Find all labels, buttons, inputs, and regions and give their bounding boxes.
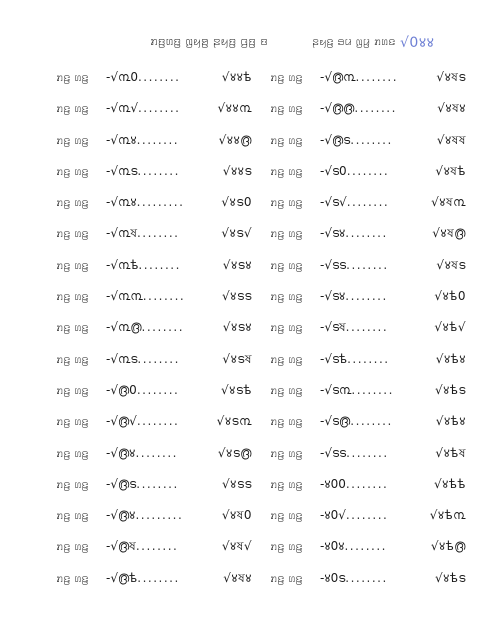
entry-page: √४ടട: [221, 289, 252, 304]
entry-number: -√ട४: [320, 226, 346, 241]
entry-page: √४४ѣ: [221, 70, 252, 84]
entry-leader: ........: [135, 445, 178, 460]
entry-number: -√൩൫: [106, 320, 142, 335]
entry-label: ꤊꤢ꤬ ꤛꤢ꤭: [270, 508, 303, 523]
index-entry: [56, 250, 252, 281]
entry-number: -√ടട: [320, 445, 347, 460]
index-entry: [56, 563, 252, 594]
entry-label: ꤊꤢ꤬ ꤛꤢ꤭: [270, 163, 303, 178]
entry-leader: ........: [347, 351, 390, 366]
entry-leader: ........: [345, 320, 389, 335]
entry-page: √४ѣ൫: [430, 539, 466, 554]
index-entry: [270, 563, 466, 594]
entry-page: √४ട४: [222, 257, 252, 272]
entry-label: ꤊꤢ꤬ ꤛꤢ꤭: [270, 476, 303, 491]
entry-number: -४0√: [320, 508, 346, 523]
entry-label: ꤊꤢ꤬ ꤛꤢ꤭: [270, 320, 303, 335]
entry-label: ꤊꤢ꤬ ꤛꤢ꤭: [56, 195, 89, 210]
entry-leader: ........: [351, 382, 394, 397]
entry-leader: ........: [355, 70, 399, 84]
entry-leader: ........: [345, 508, 389, 523]
entry-number: -√൩ട: [106, 163, 138, 178]
entry-page: √४ষ४: [223, 570, 252, 585]
entry-number: -४0४: [320, 539, 345, 554]
entry-label: ꤊꤢ꤬ ꤛꤢ꤭: [270, 382, 303, 397]
entry-page: √४ষ൫: [432, 226, 466, 241]
entry-label: ꤊꤢ꤬ ꤛꤢ꤭: [270, 414, 303, 429]
entry-leader: ........: [137, 101, 181, 116]
right-column: [270, 62, 466, 594]
entry-number: -√൫४: [106, 445, 136, 460]
entry-leader: ........: [136, 132, 180, 147]
entry-label: ꤊꤢ꤬ ꤛꤢ꤭: [56, 476, 89, 491]
entry-number: -√ടষ: [320, 320, 346, 335]
entry-number: -√൩0: [106, 70, 138, 84]
entry-page: √४ষষ: [436, 132, 466, 147]
entry-number: -√൫ѣ: [106, 570, 138, 585]
entry-leader: ........: [346, 445, 389, 460]
entry-number: -४0ട: [320, 570, 346, 585]
entry-page: √४ѣষ: [435, 445, 466, 460]
entry-page: √४ষ√: [221, 539, 252, 554]
entry-page: √४ѣട: [434, 382, 466, 397]
entry-page: √४ѣ४: [435, 351, 466, 366]
entry-leader: ........: [138, 257, 181, 272]
index-entry: [56, 312, 252, 343]
entry-page: √४ষ൩: [431, 195, 466, 210]
index-entry: [56, 438, 252, 469]
entry-page: √४ടѣ: [220, 382, 252, 397]
entry-leader: ........: [345, 289, 388, 304]
entry-leader: ........: [346, 195, 390, 210]
entry-label: ꤊꤢ꤬ ꤛꤢ꤭: [56, 101, 89, 116]
entry-number: -√൩ട: [106, 351, 138, 366]
index-entry: [56, 375, 252, 406]
entry-page: √४ട൫: [217, 445, 252, 460]
entry-number: -√൩ѣ: [106, 257, 139, 272]
index-entry: [56, 125, 252, 156]
entry-leader: ........: [136, 414, 180, 429]
entry-number: -√ട൩: [320, 382, 352, 397]
index-entry: [56, 500, 252, 531]
entry-label: ꤊꤢ꤬ ꤛꤢ꤭: [56, 163, 89, 178]
index-entry: [56, 218, 252, 249]
entry-page: √४ষട: [436, 70, 466, 84]
entry-label: ꤊꤢ꤬ ꤛꤢ꤭: [270, 570, 303, 585]
index-entry: [270, 344, 466, 375]
entry-label: ꤊꤢ꤬ ꤛꤢ꤭: [270, 226, 303, 241]
entry-label: ꤊꤢ꤬ ꤛꤢ꤭: [56, 445, 89, 460]
entry-label: ꤊꤢ꤬ ꤛꤢ꤭: [270, 539, 303, 554]
entry-label: ꤊꤢ꤬ ꤛꤢ꤭: [270, 445, 303, 460]
index-entry: [56, 156, 252, 187]
entry-label: ꤊꤢ꤬ ꤛꤢ꤭: [270, 195, 303, 210]
entry-page: √४ട0: [221, 195, 252, 210]
index-entry: [56, 62, 252, 93]
entry-leader: ........: [350, 414, 393, 429]
entry-label: ꤊꤢ꤬ ꤛꤢ꤭: [56, 226, 89, 241]
entry-label: ꤊꤢ꤬ ꤛꤢ꤭: [270, 351, 303, 366]
index-entry: [270, 125, 466, 156]
entry-page: √४४൩: [217, 101, 252, 116]
entry-label: ꤊꤢ꤬ ꤛꤢ꤭: [56, 539, 89, 554]
entry-number: -√ടѣ: [320, 351, 348, 366]
entry-leader: ........: [136, 382, 180, 397]
page-subtitle: ꤔꤟꤢ꤬ ꤋꤣ ꤜꤣ꤬ ꤊꤛꤢ: [312, 34, 396, 48]
entry-number: -√ട0: [320, 163, 347, 178]
entry-number: -√൫√: [106, 414, 137, 429]
entry-number: -√ട√: [320, 195, 347, 210]
entry-label: ꤊꤢ꤬ ꤛꤢ꤭: [56, 508, 89, 523]
entry-leader: ........: [137, 351, 180, 366]
index-entry: [56, 469, 252, 500]
index-entry: [270, 218, 466, 249]
entry-number: -√൩४: [106, 132, 137, 147]
entry-number: -√൫ട: [106, 476, 137, 491]
entry-number: -√൩√: [106, 101, 138, 116]
index-entry: [56, 531, 252, 562]
index-entry: [270, 531, 466, 562]
entry-number: -√൩ষ: [106, 226, 137, 241]
entry-page: √४ട√: [221, 226, 252, 241]
index-entry: [270, 93, 466, 124]
entry-number: -√൫0: [106, 382, 137, 397]
entry-number: -√ട൫: [320, 414, 351, 429]
entry-page: √४ടട: [221, 476, 252, 491]
entry-page: √४ѣ൩: [429, 508, 466, 523]
entry-label: ꤊꤢ꤬ ꤛꤢ꤭: [270, 289, 303, 304]
entry-number: -√൫ട: [320, 132, 351, 147]
entry-leader: ........: [137, 163, 180, 178]
entry-label: ꤊꤢ꤬ ꤛꤢ꤭: [56, 414, 89, 429]
entry-number: -√൫൫: [320, 101, 355, 116]
entry-label: ꤊꤢ꤬ ꤛꤢ꤭: [270, 257, 303, 272]
entry-leader: ........: [345, 570, 388, 585]
index-entry: [270, 187, 466, 218]
entry-leader: ........: [137, 70, 181, 84]
entry-label: ꤊꤢ꤬ ꤛꤢ꤭: [56, 289, 89, 304]
entry-leader: ........: [136, 226, 180, 241]
index-entry: [270, 62, 466, 93]
index-entry: [56, 344, 252, 375]
page-title: ꤊꤢ꤬ꤛꤢ꤭ ꤜꤟꤤ꤬ ꤔꤟꤢ꤬ ꤞꤢ꤬ ꤢ: [150, 34, 268, 49]
entry-page: √४ѣѣ: [433, 476, 466, 491]
entry-label: ꤊꤢ꤬ ꤛꤢ꤭: [270, 101, 303, 116]
entry-label: ꤊꤢ꤬ ꤛꤢ꤭: [56, 570, 89, 585]
index-entry: [270, 312, 466, 343]
index-entry: [270, 500, 466, 531]
entry-label: ꤊꤢ꤬ ꤛꤢ꤭: [56, 132, 89, 147]
index-entry: [270, 469, 466, 500]
index-entry: [270, 406, 466, 437]
entry-label: ꤊꤢ꤬ ꤛꤢ꤭: [56, 257, 89, 272]
entry-label: ꤊꤢ꤬ ꤛꤢ꤭: [56, 320, 89, 335]
entry-leader: ........: [345, 476, 389, 491]
entry-page: √४ষട: [436, 257, 466, 272]
entry-number: -√൫൩: [320, 70, 356, 84]
entry-page: √४ടষ: [222, 351, 252, 366]
entry-leader: ........: [142, 289, 186, 304]
entry-page: √४ѣ√: [434, 320, 466, 335]
index-entry: [56, 187, 252, 218]
entry-leader: ........: [354, 101, 397, 116]
entry-page: √४ѣ0: [434, 289, 466, 304]
entry-label: ꤊꤢ꤬ ꤛꤢ꤭: [270, 70, 303, 84]
index-entry: [270, 281, 466, 312]
entry-number: -√൩൩: [106, 289, 143, 304]
entry-number: -४00: [320, 476, 346, 491]
entry-leader: ........: [135, 539, 179, 554]
entry-number: -√ടട: [320, 257, 347, 272]
index-entry: [270, 438, 466, 469]
entry-number: -√൫ষ: [106, 539, 136, 554]
entry-page: √४ട൩: [216, 414, 252, 429]
entry-page: √४ষ0: [221, 508, 252, 523]
entry-page: √४ষѣ: [435, 163, 466, 178]
entry-page: √४४ട: [222, 163, 252, 178]
entry-leader: ........: [344, 539, 387, 554]
entry-number: -√൩४: [106, 195, 137, 210]
entry-leader: ........: [141, 320, 185, 335]
index-entry: [56, 93, 252, 124]
entry-leader: ........: [136, 476, 179, 491]
left-column: [56, 62, 252, 594]
page-header: [0, 34, 494, 58]
entry-label: ꤊꤢ꤬ ꤛꤢ꤭: [56, 382, 89, 397]
entry-number: -√൫४: [106, 508, 136, 523]
index-entry: [270, 375, 466, 406]
entry-label: ꤊꤢ꤬ ꤛꤢ꤭: [270, 132, 303, 147]
entry-page: √४ষ४: [437, 101, 466, 116]
index-entry: [56, 406, 252, 437]
entry-number: -√ട४: [320, 289, 346, 304]
entry-leader: ........: [345, 226, 388, 241]
entry-page: √४ѣ४: [435, 414, 466, 429]
index-entry: [270, 250, 466, 281]
entry-leader: ........: [346, 257, 389, 272]
index-entry: [56, 281, 252, 312]
entry-leader: .........: [135, 508, 184, 523]
index-entry: [270, 156, 466, 187]
entry-leader: .........: [136, 195, 185, 210]
entry-label: ꤊꤢ꤬ ꤛꤢ꤭: [56, 351, 89, 366]
entry-page: √४ട४: [222, 320, 252, 335]
entry-page: √४ѣട: [434, 570, 466, 585]
entry-leader: ........: [350, 132, 393, 147]
entry-page: √४४൫: [218, 132, 252, 147]
entry-label: ꤊꤢ꤬ ꤛꤢ꤭: [56, 70, 89, 84]
entry-leader: ........: [137, 570, 180, 585]
entry-leader: ........: [346, 163, 390, 178]
page-number: √0४४: [400, 35, 435, 51]
